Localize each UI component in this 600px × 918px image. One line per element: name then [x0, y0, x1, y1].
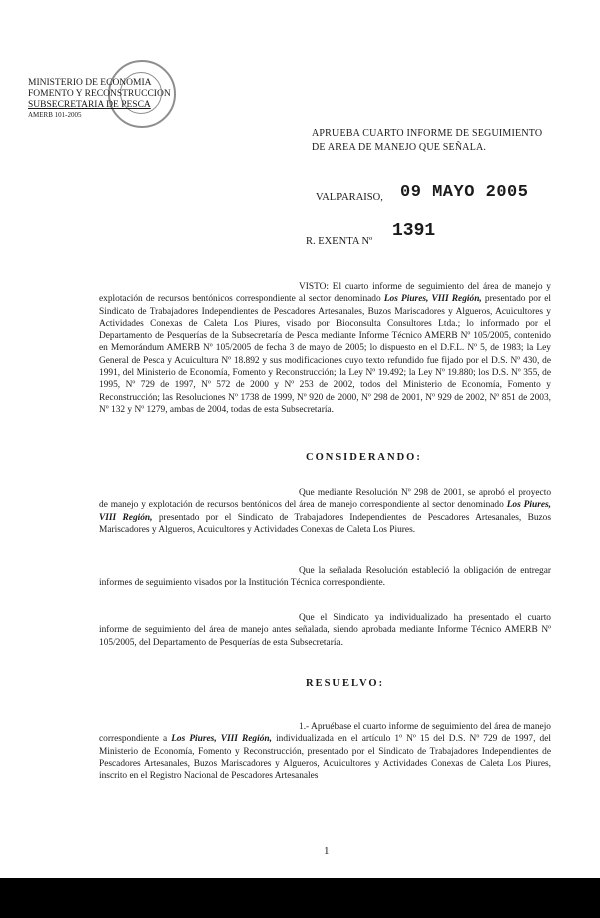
- file-reference: AMERB 101-2005: [28, 111, 82, 119]
- scan-border: [0, 878, 600, 918]
- ministry-subtitle: FOMENTO Y RECONSTRUCCION: [28, 89, 171, 99]
- considerando-1: Que mediante Resolución Nº 298 de 2001, se aprobó el proyecto de manejo y explotación de recursos bentónicos del área de manejo correspondiente al sector denominado Los Piures, VIII Región, presentado por el Sindicato de Trabajadores Independientes de Pescadores Artesanales, Buzos Mariscadores y Algueros, Acuicultores y Actividades Conexas de Caleta Los Piures.: [99, 488, 552, 535]
- sector-name: Los Piures, VIII Región,: [171, 734, 272, 745]
- subsecretaria-name: SUBSECRETARIA DE PESCA: [28, 100, 151, 110]
- sector-name: Los Piures, VIII Región,: [383, 294, 482, 305]
- resuelvo-1: 1.- Apruébase el cuarto informe de seguimiento del área de manejo correspondiente a Los Piures, VIII Región, individualizada en el artículo 1º Nº 15 del D.S. Nº 729 de 1997, del Ministerio de Economía, Fomento y Reconstrucción, presentado por el Sindicato de Trabajadores Independientes de Pescadores Artesanales, Buzos Mariscadores y Algueros, Acuicultores y Actividades Conexas de Caleta Los Piures, inscrito en el Registro Nacional de Pescadores Artesanales: [99, 722, 551, 782]
- considerando-2: Que la señalada Resolución estableció la obligación de entregar informes de seguimiento visados por la Institución Técnica correspondiente.: [99, 566, 552, 589]
- title-line-2: DE AREA DE MANEJO QUE SEÑALA.: [312, 142, 487, 153]
- document-title: [312, 127, 582, 155]
- visto-lead: VISTO: El cuarto informe de seguimiento del área de: [299, 282, 512, 292]
- page-number: 1: [324, 845, 330, 857]
- resolution-number: 1391: [392, 221, 436, 241]
- resuelvo-heading: RESUELVO:: [306, 678, 385, 689]
- exenta-label: R. EXENTA Nº: [306, 236, 373, 247]
- visto-paragraph: VISTO: El cuarto informe de seguimiento del área de manejo y explotación de recursos bentónicos correspondiente al sector denominado Los Piures, VIII Región, presentado por el Sindicato de Trabajadores Independientes de Pescadores Artesanales, Buzos Mariscadores y Algueros, Acuicultores y Actividades Conexas de Caleta Los Piures, visado por Bioconsulta Consultores Ltda.; lo informado por el Departamento de Pesquerías de la Subsecretaría de Pesca mediante Informe Técnico AMERB Nº 105/2005, contenido en Memorándum AMERB Nº 105/2005 de fecha 3 de mayo de 2005; lo dispuesto en el D.F.L. Nº 5, de 1983; la Ley General de Pesca y Acuicultura Nº 18.892 y sus modificaciones cuyo texto refundido fue fijado por el D.S. Nº 430, de 1991, del Ministerio de Economía, Fomento y Reconstrucción; la Ley Nº 19.492; la Ley Nº 19.880; los D.S. Nº 355, de 1995, Nº 729 de 1997, Nº 572 de 2000 y Nº 253 de 2002, todos del Ministerio de Economía, Fomento y Reconstrucción; las Resoluciones Nº 1738 de 1999, Nº 920 de 2000, Nº 298 de 2001, Nº 929 de 2002, Nº 851 de 2003, Nº 132 y Nº 1279, ambas de 2004, todas de esta Subsecretaría.: [99, 282, 551, 415]
- date-stamp: 09 MAYO 2005: [400, 183, 529, 202]
- title-line-1: APRUEBA CUARTO INFORME DE SEGUIMIENTO: [312, 128, 543, 139]
- place-label: VALPARAISO,: [316, 192, 383, 203]
- considerando-heading: CONSIDERANDO:: [306, 452, 422, 463]
- ministry-name: MINISTERIO DE ECONOMIA: [28, 78, 152, 88]
- institution-header: [28, 78, 198, 120]
- considerando-3: Que el Sindicato ya individualizado ha presentado el cuarto informe de seguimiento del área de manejo antes señalada, siendo aprobada mediante Informe Técnico AMERB Nº 105/2005, del Departamento de Pesquerías de esta Subsecretaría.: [99, 613, 551, 648]
- sector-name: Los Piures, VIII Región,: [99, 500, 551, 523]
